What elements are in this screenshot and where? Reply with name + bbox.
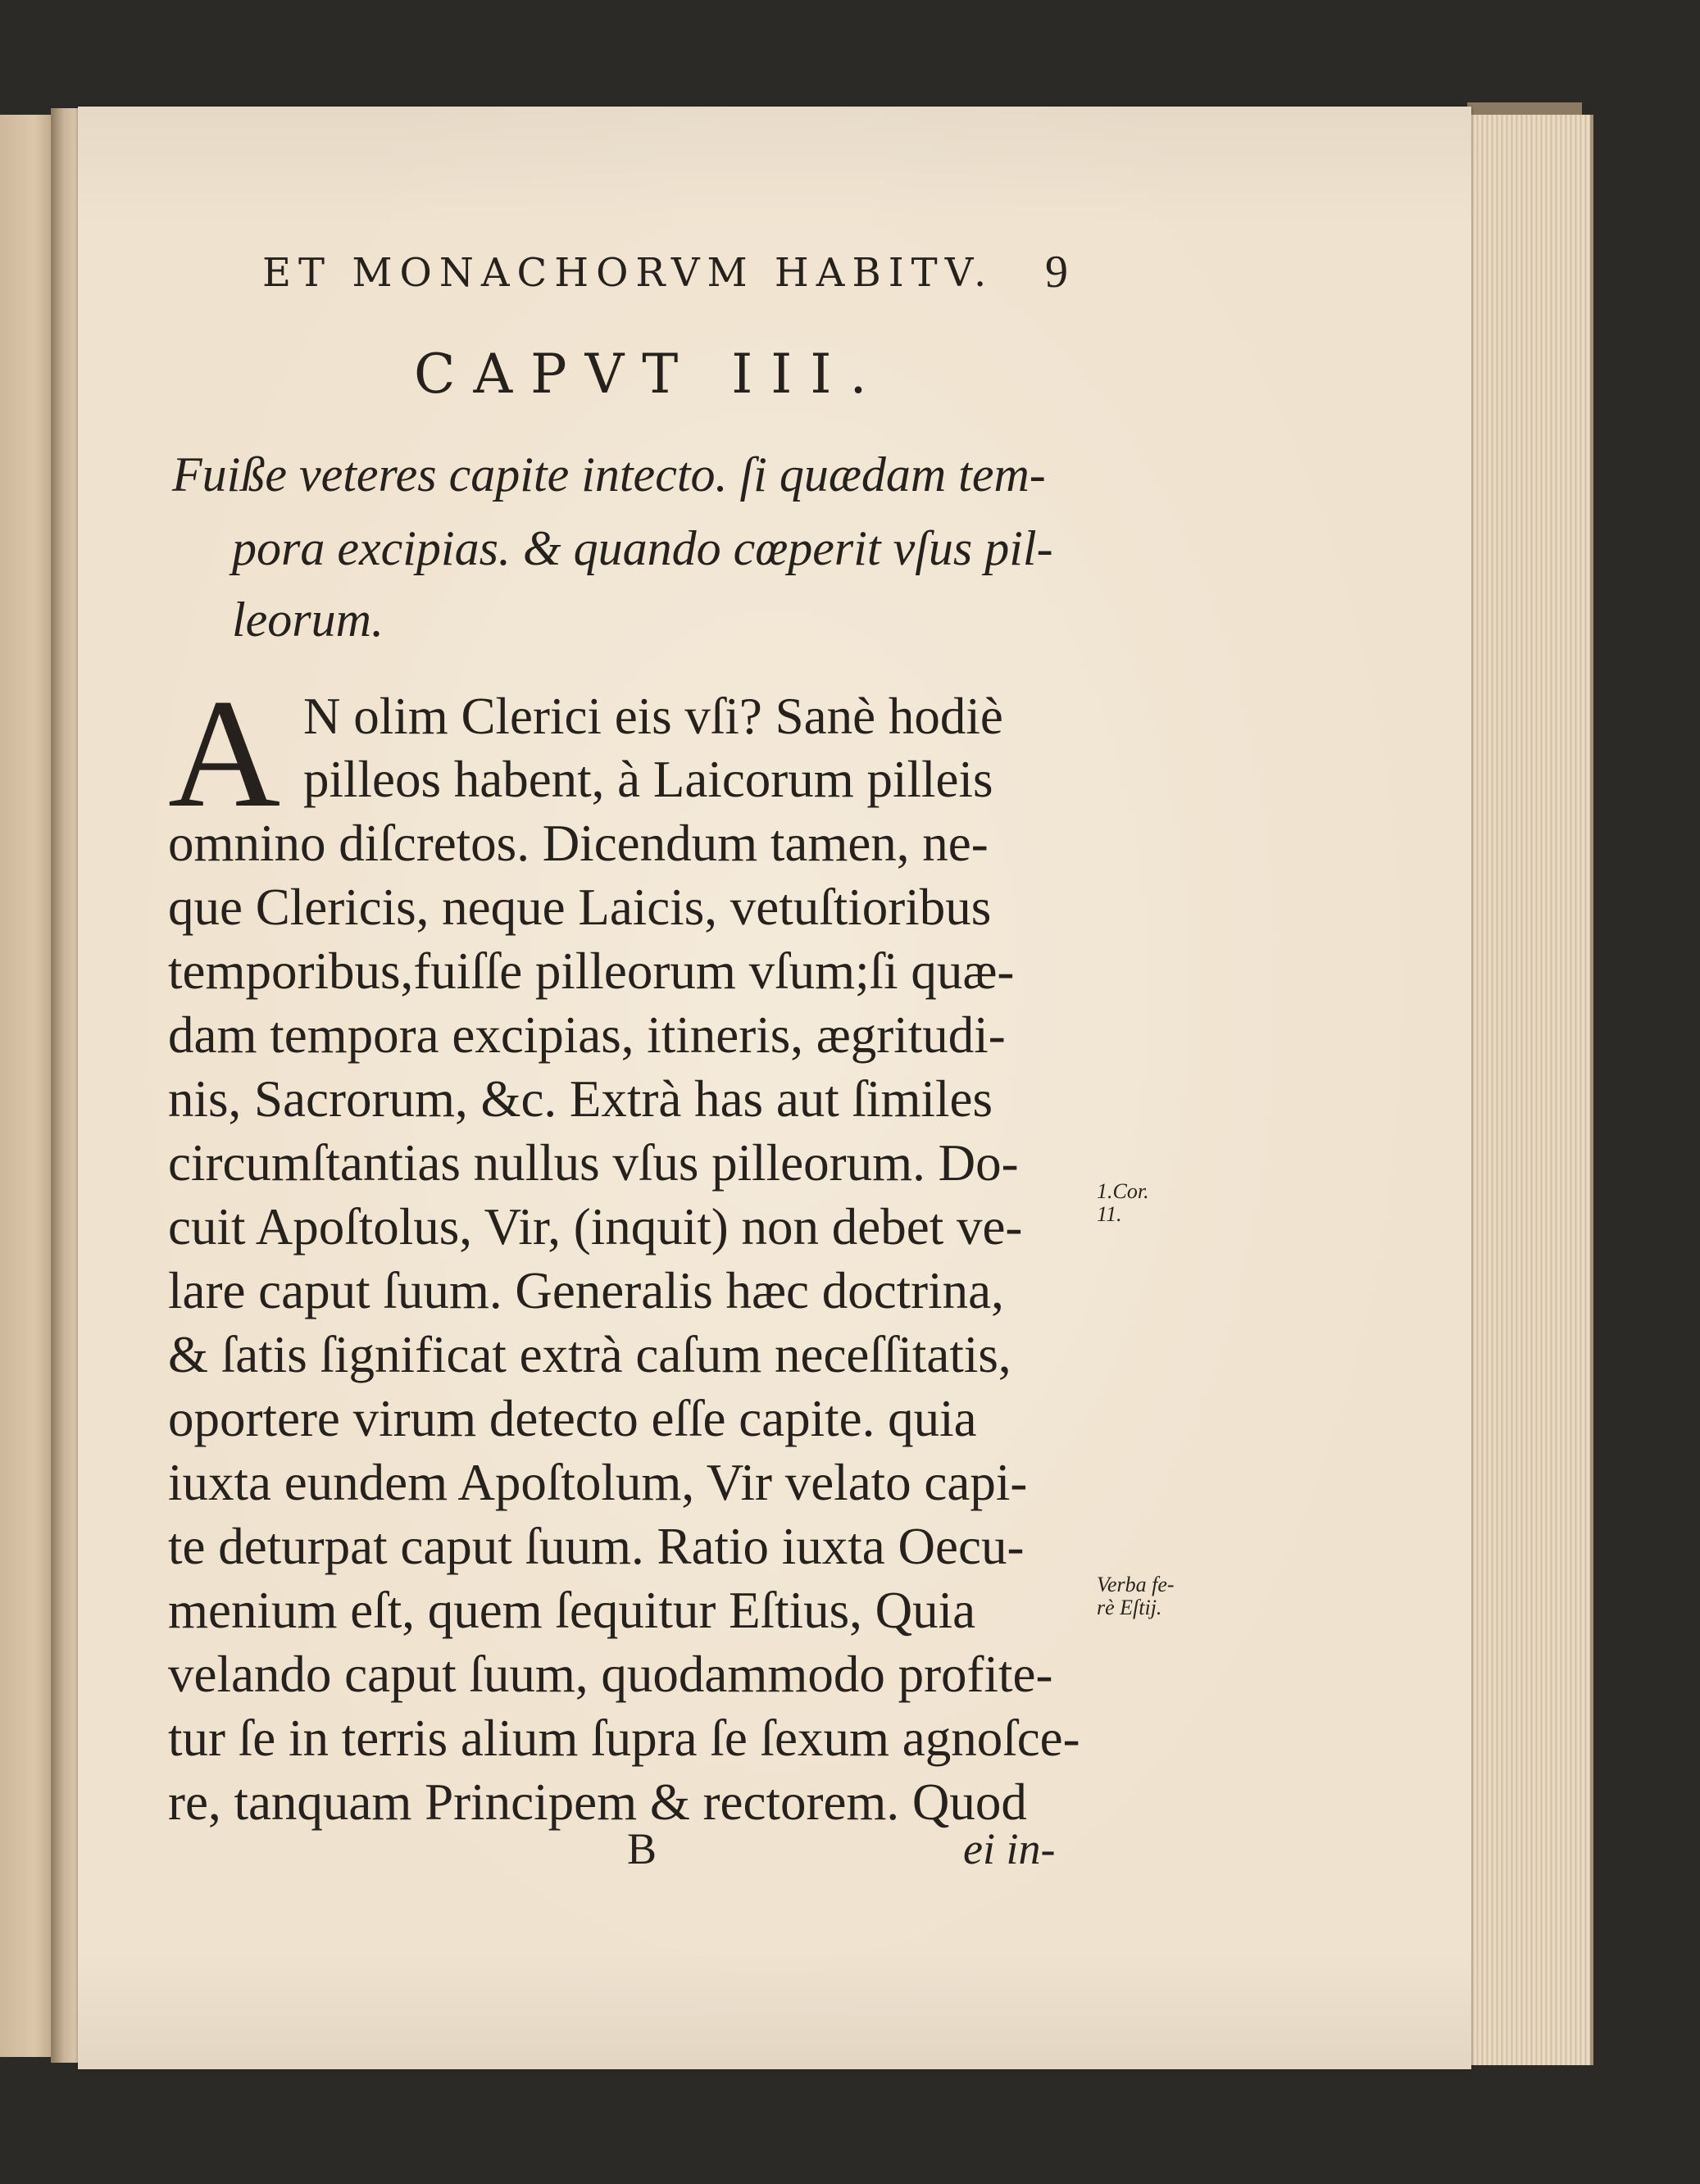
drop-initial: A [168, 668, 281, 840]
body-line-16: velando caput ſuum, quodammodo profite- [168, 1646, 1053, 1703]
body-line-3: omnino diſcretos. Dicendum tamen, ne- [168, 815, 989, 872]
margin-note-1-line-1: 1.Cor. [1097, 1179, 1149, 1203]
body-line-5: temporibus,fuiſſe pilleorum vſum;ſi quæ- [168, 942, 1015, 1000]
margin-note-1 [1097, 1180, 1149, 1226]
body-line-6: dam tempora excipias, itineris, ægritudi- [168, 1006, 1006, 1064]
adjacent-page-edge [0, 115, 57, 2057]
body-line-14: te deturpat caput ſuum. Ratio iuxta Oecu- [168, 1518, 1025, 1575]
body-line-1: N olim Clerici eis vſi? Sanè hodiè [303, 688, 1003, 745]
body-line-13: iuxta eundem Apoſtolum, Vir velato capi- [168, 1454, 1028, 1511]
running-head: ET MONACHORVM HABITV. [262, 250, 994, 296]
body-line-18: re, tanquam Principem & rectorem. Quod [168, 1773, 1027, 1831]
margin-note-2-line-2: rè Eſtij. [1097, 1596, 1162, 1619]
page-number: 9 [1045, 247, 1068, 297]
summary-line-2: pora excipias. & quando cœperit vſus pil- [232, 521, 1053, 575]
body-line-10: lare caput ſuum. Generalis hæc doctrina, [168, 1262, 1004, 1319]
body-line-11: & ſatis ſignificat extrà caſum neceſſitatis, [168, 1326, 1011, 1383]
body-line-4: que Clericis, neque Laicis, vetuſtioribus [168, 879, 992, 936]
body-line-2: pilleos habent, à Laicorum pilleis [303, 751, 993, 808]
body-line-9: cuit Apoſtolus, Vir, (inquit) non debet ve- [168, 1198, 1023, 1255]
margin-note-2 [1097, 1573, 1175, 1619]
catchword: ei in- [963, 1824, 1056, 1873]
signature-mark: B [627, 1824, 657, 1873]
margin-note-1-line-2: 11. [1097, 1202, 1122, 1226]
body-line-17: tur ſe in terris alium ſupra ſe ſexum agnoſce- [168, 1710, 1080, 1767]
summary-line-1: Fuiße veteres capite intecto. ſi quædam tem- [172, 447, 1046, 502]
summary-line-3: leorum. [232, 593, 384, 647]
body-line-12: oportere virum detecto eſſe capite. quia [168, 1390, 977, 1447]
chapter-title: CAPVT III. [414, 343, 885, 406]
body-line-8: circumſtantias nullus vſus pilleorum. Do- [168, 1134, 1019, 1192]
body-line-7: nis, Sacrorum, &c. Extrà has aut ſimiles [168, 1070, 993, 1128]
page-block-edges [1459, 115, 1593, 2065]
margin-note-2-line-1: Verba fe- [1097, 1573, 1175, 1596]
body-line-15: menium eſt, quem ſequitur Eſtius, Quia [168, 1582, 976, 1639]
